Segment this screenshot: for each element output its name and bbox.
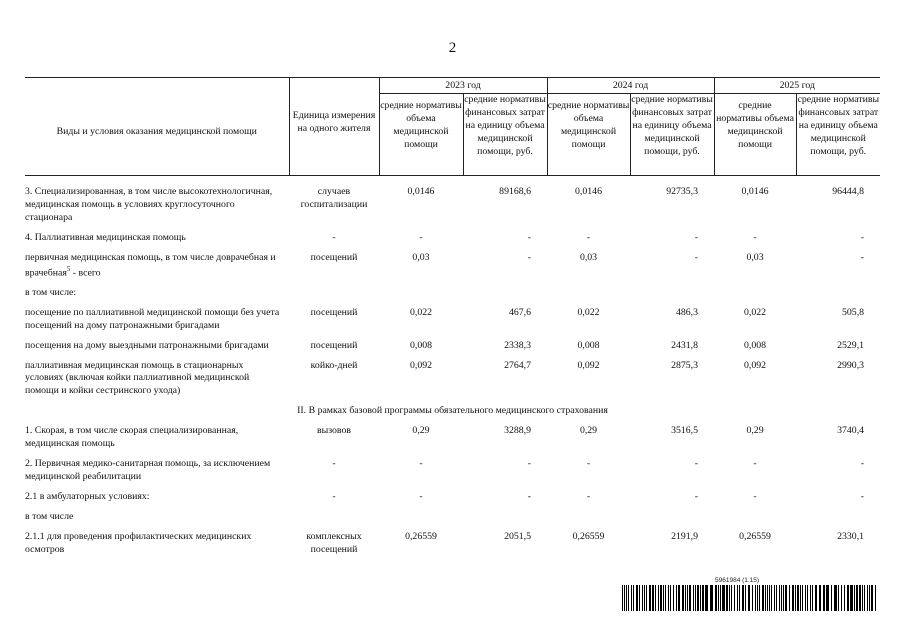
barcode-bar [636,585,638,611]
barcode-bar [869,585,870,611]
barcode [622,585,880,611]
row-cost-2023: - [527,231,532,243]
barcode-bar [676,585,677,611]
barcode-bar [757,585,758,611]
header-volume-2025: средние нормативы объема медицинской помощи [714,93,796,166]
row-volume-2024: 0,29 [579,425,598,437]
barcode-bar [665,585,666,611]
row-cost-2023: 2764,7 [504,359,532,371]
barcode-bar [847,585,849,611]
barcode-bar [687,585,688,611]
barcode-bar [718,585,719,611]
row-cost-2023: 467,6 [508,306,532,318]
barcode-bar [693,585,694,611]
barcode-bar [737,585,738,611]
barcode-bar [776,585,777,611]
barcode-bar [752,585,753,611]
row-cost-2025: - [860,231,865,243]
row-cost-2025: 505,8 [842,306,865,318]
row-volume-2024: - [586,490,591,502]
row-cost-2024: - [694,490,699,502]
row-volume-2023: - [419,490,423,502]
barcode-bar [697,585,699,611]
barcode-bar [838,585,839,611]
header-year-2023: 2023 год [379,78,547,94]
barcode-bar [762,585,764,611]
barcode-bar [695,585,696,611]
row-volume-2023: 0,008 [409,339,433,351]
row-volume-2023: 0,29 [412,425,430,437]
barcode-bar [805,585,806,611]
row-unit: посещений [310,339,358,351]
barcode-bar [726,585,728,611]
row-unit: случаев госпитализации [300,186,368,210]
row-volume-2023: - [419,458,423,470]
barcode-bar [815,585,817,611]
barcode-bar [807,585,808,611]
barcode-bar [785,585,787,611]
barcode-bar [826,585,829,611]
row-volume-2024: - [586,458,591,470]
row-volume-2023: 0,0146 [407,186,435,198]
row-volume-2023: 0,092 [409,359,433,371]
barcode-bar [800,585,801,611]
row-volume-2024: 0,092 [577,359,600,371]
header-year-2024: 2024 год [547,78,714,94]
row-cost-2025: 2990,3 [837,359,865,371]
row-cost-2024: 2431,8 [671,339,699,351]
barcode-bar [639,585,640,611]
barcode-bar [834,585,837,611]
barcode-bar [854,585,855,611]
barcode-bar [685,585,686,611]
row-cost-2024: 3516,5 [671,425,699,437]
barcode-bar [710,585,713,611]
barcode-bar [631,585,632,611]
barcode-bar [663,585,664,611]
barcode-bar [660,585,662,611]
header-cost-2023: средние нормативы финансовых затрат на единицу объема медицинской помощи, руб. [463,93,547,166]
barcode-bar [859,585,861,611]
barcode-bar [644,585,645,611]
barcode-bar [649,585,651,611]
barcode-bar [745,585,746,611]
barcode-bar [765,585,766,611]
row-volume-2025: 0,26559 [739,530,771,542]
row-cost-2025: 2529,1 [837,339,865,351]
row-volume-2025: - [753,231,757,243]
table-row [25,337,880,357]
row-cost-2024: - [694,458,699,470]
row-cost-2024: - [694,251,699,263]
header-cost-2025: средние нормативы финансовых затрат на единицу объема медицинской помощи, руб. [796,93,880,166]
row-cost-2025: 3740,4 [837,425,865,437]
barcode-bar [668,585,669,611]
barcode-bar [633,585,634,611]
barcode-bar [628,585,629,611]
barcode-bar [670,585,671,611]
row-volume-2025: 0,29 [746,425,764,437]
table-row [25,229,880,249]
row-volume-2024: 0,26559 [572,530,605,542]
barcode-bar [739,585,740,611]
barcode-bar [720,585,721,611]
row-cost-2025: - [860,251,865,263]
row-cost-2024: 2875,3 [671,359,699,371]
row-cost-2023: - [527,251,532,263]
row-name [25,249,289,284]
row-cost-2025: - [860,490,865,502]
row-name: 2.1 в амбулаторных условиях: [25,490,150,502]
row-volume-2023: 0,022 [409,306,433,318]
header-unit: Единица измерения на одного жителя [289,78,379,167]
row-volume-2023: 0,26559 [405,530,437,542]
row-cost-2024: - [694,231,699,243]
row-name: паллиативная медицинская помощь в стационарных условиях (включая койки паллиативной медицинской помощи и койки сестринского ухода) [25,359,250,397]
row-cost-2025: 96444,8 [832,186,865,198]
barcode-bar [862,585,863,611]
row-unit: вызовов [316,425,351,437]
header-year-2025: 2025 год [714,78,880,94]
row-volume-2024: - [586,231,591,243]
barcode-bar [655,585,656,611]
barcode-bar [742,585,744,611]
barcode-bar [864,585,865,611]
barcode-bar [731,585,732,611]
row-volume-2025: 0,0146 [741,186,769,198]
row-name: 2. Первичная медико-санитарная помощь, за исключением медицинской реабилитации [25,458,271,482]
barcode-bar [789,585,790,611]
barcode-bar [783,585,784,611]
row-name-text: первичная медицинская помощь, в том числе доврачебная и врачебная [25,251,276,278]
row-volume-2025: 0,092 [744,359,767,371]
table-row [25,357,880,403]
table-row [25,508,880,528]
row-unit: посещений [310,306,358,318]
row-name: в том числе: [25,286,77,298]
row-volume-2024: 0,0146 [575,186,602,198]
barcode-bar [841,585,842,611]
barcode-bar [871,585,873,611]
barcode-bar [759,585,760,611]
row-volume-2025: - [753,490,757,502]
row-cost-2024: 2191,9 [671,530,699,542]
barcode-bar [802,585,803,611]
row-volume-2023: 0,03 [412,251,430,263]
barcode-bar [702,585,704,611]
row-volume-2024: 0,03 [579,251,598,263]
barcode-bar [673,585,674,611]
table-row [25,488,880,508]
row-volume-2025: 0,03 [746,251,764,263]
barcode-bar [626,585,627,611]
row-name: 3. Специализированная, в том числе высокотехнологичная, медицинская помощь в условиях круглосуточного стационара [25,186,273,223]
row-volume-2024: 0,022 [577,306,600,318]
row-name: 4. Паллиативная медицинская помощь [25,231,186,243]
page-number: 2 [448,40,457,56]
table-row [25,528,880,561]
row-unit: комплексных посещений [306,530,362,555]
row-cost-2023: 2338,3 [504,339,532,351]
norms-table [25,77,880,561]
row-cost-2024: 486,3 [675,306,699,318]
barcode-bar [642,585,643,611]
barcode-bar [622,585,623,611]
row-name: посещение по паллиативной медицинской помощи без учета посещений на дому патронажными бригадами [25,306,280,331]
barcode-bar [797,585,799,611]
row-cost-2023: 89168,6 [499,186,532,198]
row-volume-2024: 0,008 [577,339,600,351]
row-volume-2025: 0,008 [744,339,767,351]
barcode-bar [646,585,647,611]
row-cost-2024: 92735,3 [666,186,699,198]
barcode-bar [734,585,735,611]
barcode-bar [652,585,654,611]
row-unit: койко-дней [310,359,358,371]
barcode-bar [729,585,730,611]
row-name: посещения на дому выездными патронажными бригадами [25,339,269,351]
barcode-bar [781,585,782,611]
barcode-bar [867,585,868,611]
section-title: II. В рамках базовой программы обязательного медицинского страхования [297,405,608,417]
table-row [25,422,880,455]
barcode-bar [700,585,701,611]
barcode-bar [850,585,853,611]
barcode-bar [715,585,717,611]
barcode-bar [767,585,768,611]
header-cost-2024: средние нормативы финансовых затрат на единицу объема медицинской помощи, руб. [630,93,714,166]
row-cost-2023: - [527,490,532,502]
barcode-bar [771,585,772,611]
barcode-bar [779,585,780,611]
table-row [25,183,880,229]
barcode-bar [689,585,691,611]
barcode-bar [810,585,811,611]
barcode-bar [792,585,794,611]
row-cost-2023: 2051,5 [504,530,532,542]
row-unit: посещений [310,251,358,263]
barcode-bar [755,585,756,611]
row-name: 2.1.1 для проведения профилактических медицинских осмотров [25,530,252,555]
table-row [25,455,880,488]
barcode-bar [831,585,832,611]
header-volume-2023: средние нормативы объема медицинской помощи [379,93,463,166]
barcode-bar [678,585,680,611]
row-volume-2025: 0,022 [744,306,767,318]
barcode-bar [658,585,659,611]
barcode-bar [769,585,770,611]
table-row [25,304,880,337]
row-cost-2023: - [527,458,532,470]
barcode-bar [823,585,825,611]
row-name: в том числе [25,510,74,522]
barcode-bar [774,585,775,611]
footnote-mark: 5 [66,264,71,273]
barcode-bar [819,585,821,611]
barcode-bar [795,585,796,611]
header-volume-2024: средние нормативы объема медицинской помощи [547,93,630,166]
barcode-bar [844,585,845,611]
barcode-bar [812,585,813,611]
table-row [25,284,880,304]
barcode-bar [624,585,625,611]
row-volume-2023: - [419,231,423,243]
table-row [25,249,880,284]
row-cost-2023: 3288,9 [504,425,532,437]
row-unit: - [332,231,336,243]
row-cost-2025: - [860,458,865,470]
barcode-bar [682,585,684,611]
row-unit: - [332,458,336,470]
barcode-bar [748,585,750,611]
row-name-suffix: - всего [70,266,101,278]
barcode-bar [722,585,725,611]
row-name: 1. Скорая, в том числе скорая специализированная, медицинская помощь [25,425,239,450]
row-cost-2025: 2330,1 [837,530,865,542]
row-unit: - [332,490,336,502]
barcode-bar [875,585,876,611]
row-volume-2025: - [753,458,757,470]
barcode-bar [705,585,708,611]
barcode-bar [856,585,858,611]
section-row [25,402,880,422]
barcode-label: 5961984 (1.15) [715,577,760,584]
header-type: Виды и условия оказания медицинской помощи [25,78,289,167]
